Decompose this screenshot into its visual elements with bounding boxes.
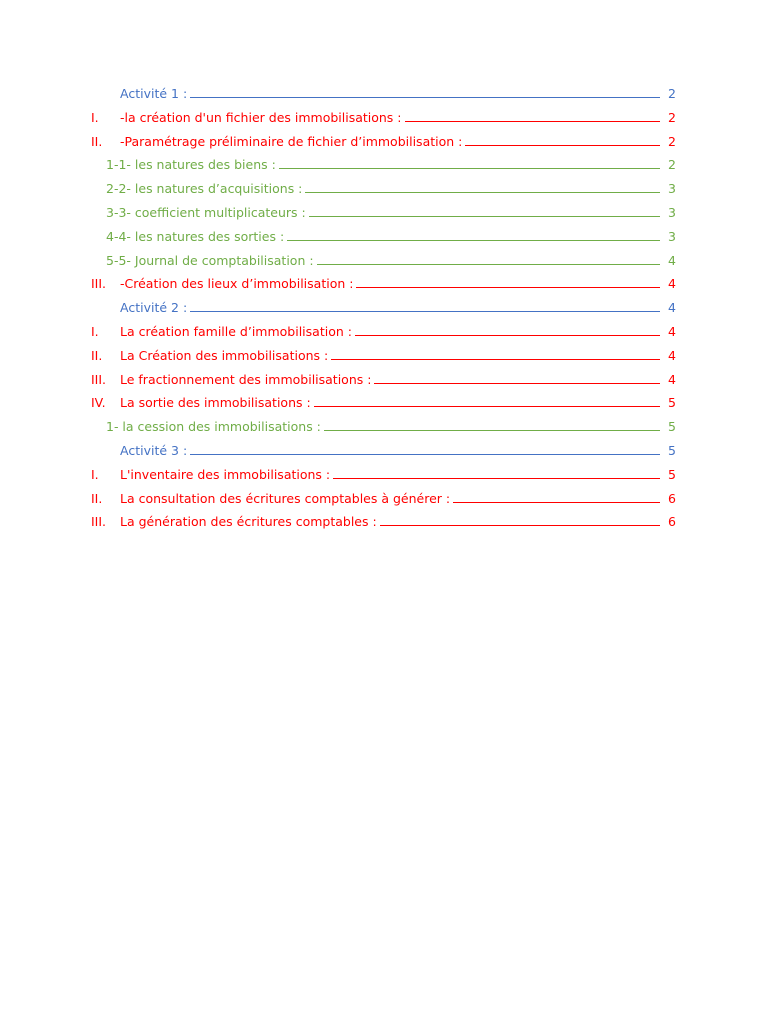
toc-page-number: 5 [668,395,676,411]
toc-leader [405,121,660,122]
toc-entry-number: I. [91,109,99,125]
toc-entry-text [120,86,662,101]
toc-entry-number: II. [91,347,103,363]
toc-entry-parametrage[interactable] [0,132,768,156]
toc-entry-label: L'inventaire des immobilisations : [120,466,331,482]
toc-entry-label: 3-3- coefficient multiplicateurs : [106,204,306,220]
toc-entry-text [106,253,662,268]
toc-entry-sortie[interactable] [0,393,768,417]
toc-entry-label: -Paramétrage préliminaire de fichier d’immobilisation : [120,133,463,149]
table-of-contents [0,84,768,536]
toc-entry-natures-acquisitions[interactable] [0,179,768,203]
toc-page-number: 6 [668,514,676,530]
toc-page-number: 2 [668,86,676,101]
toc-page-number: 4 [668,371,676,387]
toc-leader [453,502,660,503]
toc-entry-label: -Création des lieux d’immobilisation : [120,276,354,292]
toc-entry-inventaire[interactable] [0,465,768,489]
toc-page-number: 4 [668,276,676,292]
toc-entry-text [120,300,662,315]
toc-entry-text [106,157,662,172]
toc-entry-natures-sorties[interactable] [0,227,768,251]
toc-entry-text [120,348,662,363]
toc-entry-label: 4-4- les natures des sorties : [106,228,285,244]
toc-entry-text [120,134,662,149]
toc-entry-number: IV. [91,395,106,411]
toc-page-number: 5 [668,419,676,435]
toc-entry-number: III. [91,514,107,530]
toc-entry-number: II. [91,490,103,506]
toc-entry-label: 1- la cession des immobilisations : [106,419,321,435]
toc-entry-consultation[interactable] [0,489,768,513]
toc-page-number: 5 [668,466,676,482]
toc-entry-text [120,395,662,410]
toc-entry-number: III. [91,276,107,292]
toc-entry-number: II. [91,133,103,149]
toc-page-number: 3 [668,228,676,244]
toc-leader [374,383,660,384]
toc-entry-label: La génération des écritures comptables : [120,514,377,530]
toc-entry-label: Activité 3 : [120,442,188,458]
toc-entry-text [120,467,662,482]
toc-entry-label: 5-5- Journal de comptabilisation : [106,252,314,268]
toc-entry-label: -la création d'un fichier des immobilisations : [120,109,402,125]
toc-entry-label: La Création des immobilisations : [120,347,329,363]
toc-entry-text [106,419,662,434]
toc-entry-journal[interactable] [0,251,768,275]
toc-page-number: 4 [668,252,676,268]
toc-page-number: 6 [668,490,676,506]
toc-page-number: 2 [668,133,676,149]
toc-entry-text [120,276,662,291]
toc-leader [190,311,660,312]
toc-entry-text [120,491,662,506]
toc-entry-number: III. [91,371,107,387]
toc-entry-label: Activité 2 : [120,300,188,316]
toc-entry-label: Le fractionnement des immobilisations : [120,371,372,387]
toc-page-number: 2 [668,109,676,125]
toc-entry-label: La consultation des écritures comptables à générer : [120,490,451,506]
toc-page-number: 4 [668,323,676,339]
toc-leader [465,145,660,146]
toc-leader [314,406,660,407]
toc-leader [279,168,660,169]
toc-leader [287,240,660,241]
toc-leader [356,287,660,288]
toc-entry-text [120,372,662,387]
toc-leader [331,359,660,360]
toc-entry-activite-3[interactable] [0,441,768,465]
toc-entry-coefficient[interactable] [0,203,768,227]
toc-entry-label: Activité 1 : [120,86,188,101]
toc-entry-number: I. [91,323,99,339]
toc-leader [190,97,660,98]
toc-page-number: 3 [668,181,676,197]
toc-entry-generation[interactable] [0,512,768,536]
toc-leader [380,525,660,526]
toc-entry-text [106,205,662,220]
toc-entry-label: 1-1- les natures des biens : [106,157,276,173]
toc-entry-creation-famille[interactable] [0,322,768,346]
toc-entry-label: 2-2- les natures d’acquisitions : [106,181,303,197]
toc-leader [324,430,660,431]
toc-entry-text [120,443,662,458]
toc-page-number: 2 [668,157,676,173]
toc-entry-activite-2[interactable] [0,298,768,322]
toc-leader [333,478,660,479]
toc-entry-text [106,229,662,244]
toc-entry-text [106,181,662,196]
toc-leader [317,264,660,265]
toc-page-number: 4 [668,347,676,363]
toc-leader [309,216,660,217]
toc-entry-creation-fichier[interactable] [0,108,768,132]
toc-entry-text [120,110,662,125]
toc-entry-activite-1[interactable] [0,84,768,108]
toc-entry-creation-lieux[interactable] [0,274,768,298]
toc-entry-label: La création famille d’immobilisation : [120,323,352,339]
toc-leader [190,454,660,455]
toc-entry-creation-immobilisations[interactable] [0,346,768,370]
toc-page-number: 4 [668,300,676,316]
toc-entry-cession[interactable] [0,417,768,441]
toc-entry-natures-biens[interactable] [0,155,768,179]
toc-leader [355,335,660,336]
toc-leader [305,192,660,193]
toc-page-number: 3 [668,204,676,220]
toc-entry-fractionnement[interactable] [0,370,768,394]
toc-entry-label: La sortie des immobilisations : [120,395,311,411]
toc-entry-text [120,324,662,339]
toc-entry-number: I. [91,466,99,482]
toc-page-number: 5 [668,442,676,458]
toc-entry-text [120,514,662,529]
